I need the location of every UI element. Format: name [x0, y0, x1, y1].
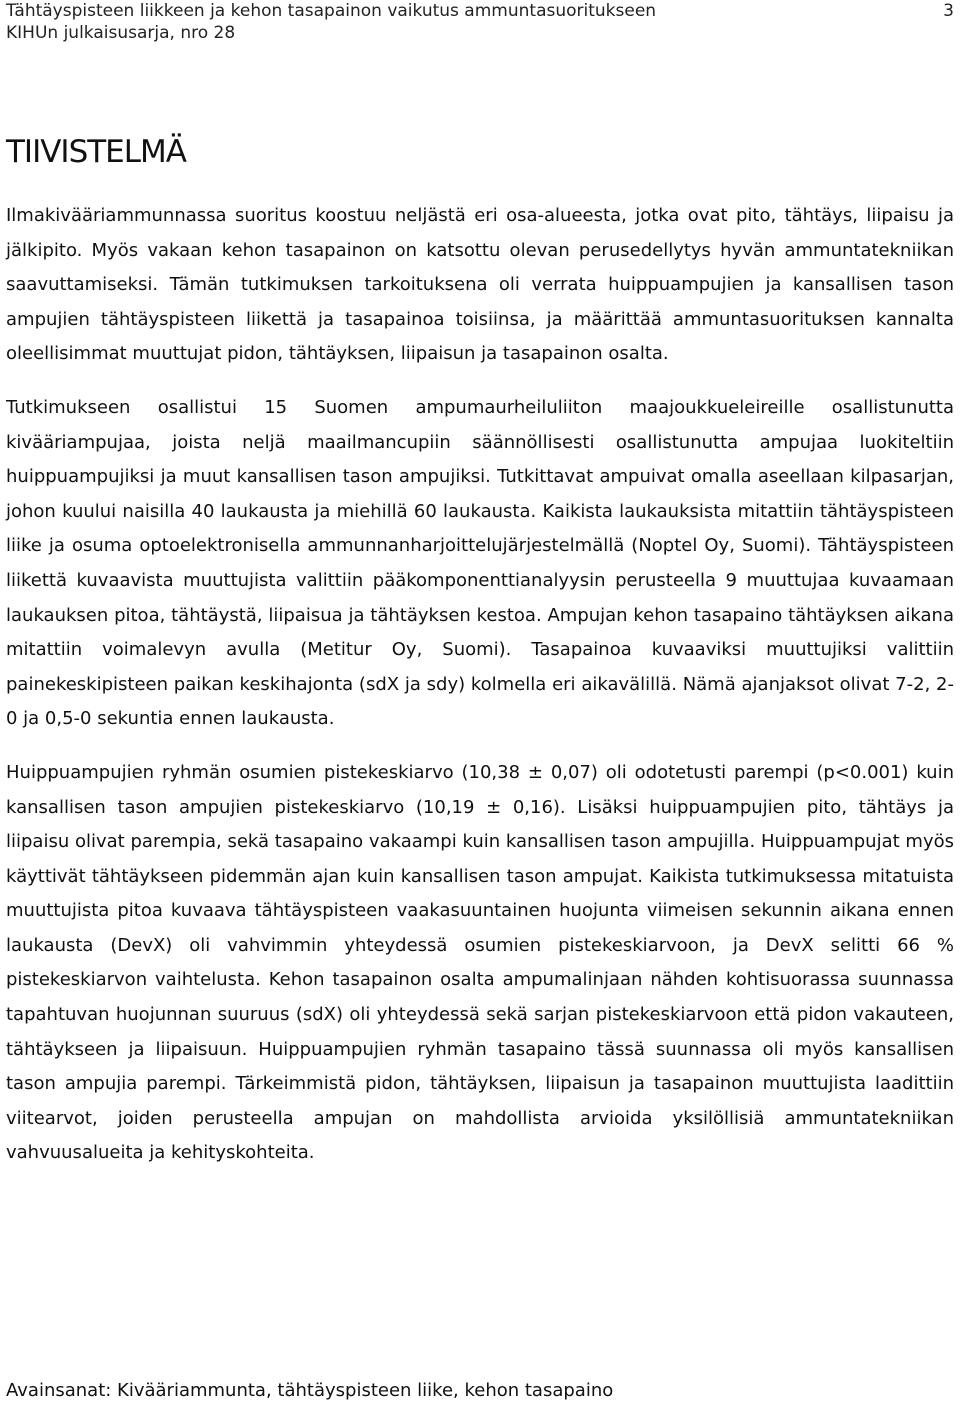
page-number: 3	[943, 1, 954, 21]
keywords-line: Avainsanat: Kivääriammunta, tähtäyspisteen liike, kehon tasapaino	[6, 1380, 614, 1401]
header-series: KIHUn julkaisusarja, nro 28	[6, 23, 236, 43]
paragraph-methods: Tutkimukseen osallistui 15 Suomen ampumaurheiluliiton maajoukkueleireille osallistunutta kivääriampujaa, joista neljä maailmancupiin säännöllisesti osallistunutta ampujaa luokiteltiin huippuampujiksi ja muut kansallisen tason ampujiksi. Tutkittavat ampuivat omalla aseellaan kilpasarjan, johon kuului naisilla 40 laukausta ja miehillä 60 laukausta. Kaikista laukauksista mitattiin tähtäyspisteen liike ja osuma optoelektronisella ammunnanharjoittelujärjestelmällä (Noptel Oy, Suomi). Tähtäyspisteen liikettä kuvaavista muuttujista valittiin pääkomponenttianalyysin perusteella 9 muuttujaa kuvaamaan laukauksen pitoa, tähtäystä, liipaisua ja tähtäyksen kestoa. Ampujan kehon tasapaino tähtäyksen aikana mitattiin voimalevyn avulla (Metitur Oy, Suomi). Tasapainoa kuvaaviksi muuttujiksi valittiin painekeskipisteen paikan keskihajonta (sdX ja sdy) kolmella eri aikavälillä. Nämä ajanjaksot olivat 7-2, 2-0 ja 0,5-0 sekuntia ennen laukausta.	[6, 396, 954, 730]
paragraph-results: Huippuampujien ryhmän osumien pistekeskiarvo (10,38 ± 0,07) oli odotetusti parempi (p<0.001) kuin kansallisen tason ampujien pistekeskiarvo (10,19 ± 0,16). Lisäksi huippuampujien pito, tähtäys ja liipaisu olivat parempia, sekä tasapaino vakaampi kuin kansallisen tason ampujilla. Huippuampujat myös käyttivät tähtäykseen pidemmän ajan kuin kansallisen tason ampujat. Kaikista tutkimuksessa mitatuista muuttujista pitoa kuvaava tähtäyspisteen vaakasuuntainen huojunta viimeisen sekunnin aikana ennen laukausta (DevX) oli vahvimmin yhteydessä osumien pistekeskiarvoon, ja DevX selitti 66 % pistekeskiarvon vaihtelusta. Kehon tasapainon osalta ampumalinjaan nähden kohtisuorassa suunnassa tapahtuvan huojunnan suuruus (sdX) oli yhteydessä sekä sarjan pistekeskiarvoon että pidon vakauteen, tähtäykseen ja liipaisuun. Huippuampujien ryhmän tasapaino tässä suunnassa oli myös kansallisen tason ampujia parempi. Tärkeimmistä pidon, tähtäyksen, liipaisun ja tasapainon muuttujista laadittiin viitearvot, joiden perusteella ampujan on mahdollista arvioida yksilöllisiä ammuntatekniikan vahvuusalueita ja kehityskohteita.	[6, 761, 954, 1164]
paragraph-intro: Ilmakivääriammunnassa suoritus koostuu neljästä eri osa-alueesta, jotka ovat pito, tähtäys, liipaisu ja jälkipito. Myös vakaan kehon tasapainon on katsottu olevan perusedellytys hyvän ammuntatekniikan saavuttamiseksi. Tämän tutkimuksen tarkoituksena oli verrata huippuampujien ja kansallisen tason ampujien tähtäyspisteen liikettä ja tasapainoa toisiinsa, ja määrittää ammuntasuorituksen kannalta oleellisimmat muuttujat pidon, tähtäyksen, liipaisun ja tasapainon osalta.	[6, 205, 954, 365]
abstract-body	[6, 199, 954, 1171]
section-heading: TIIVISTELMÄ	[6, 134, 186, 170]
header-document-title: Tähtäyspisteen liikkeen ja kehon tasapainon vaikutus ammuntasuoritukseen	[6, 1, 657, 21]
running-header	[6, 0, 954, 44]
